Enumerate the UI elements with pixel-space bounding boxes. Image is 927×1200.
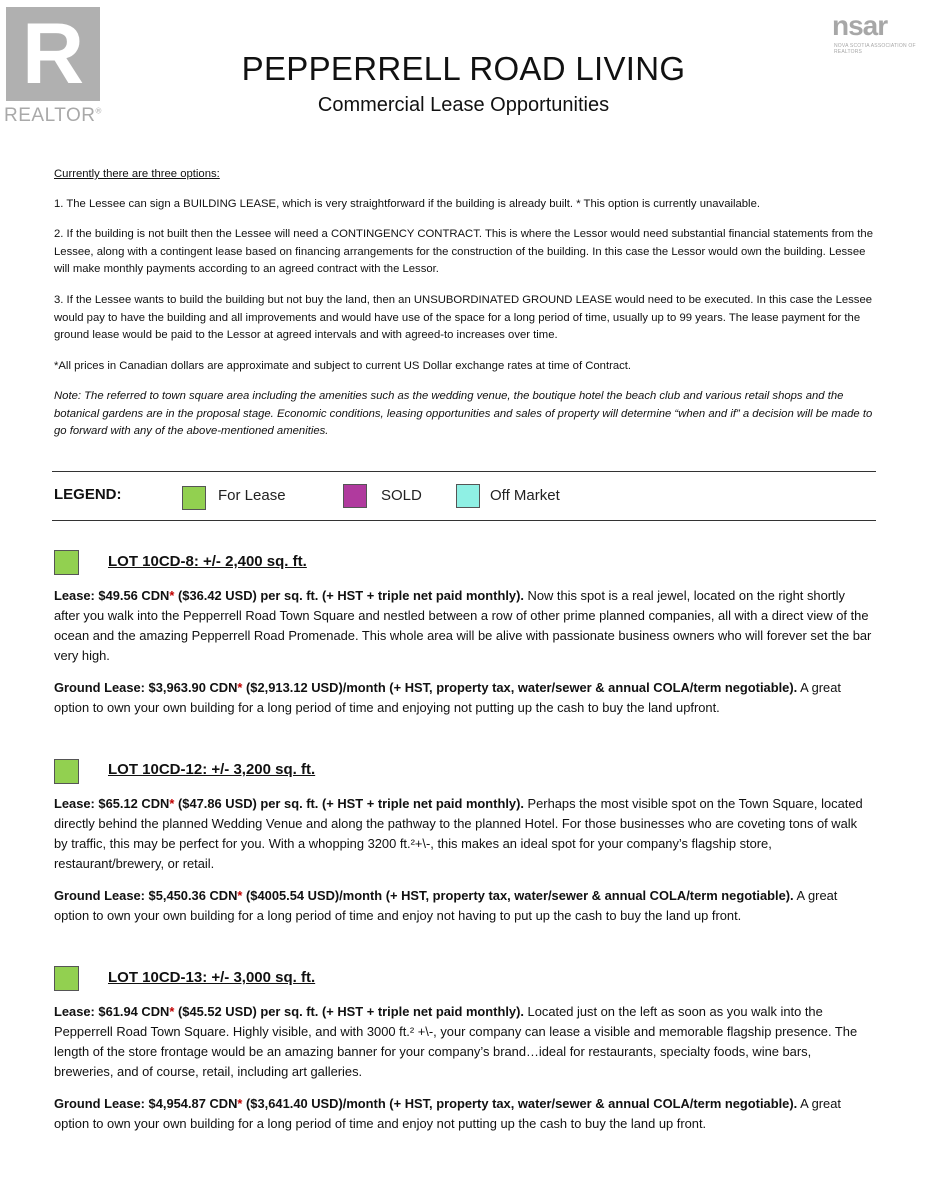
lot-ground-lease-paragraph: [54, 678, 874, 718]
lot-lease-price: Lease: $61.94 CDN: [54, 1004, 170, 1019]
currency-asterisk: *: [237, 1096, 243, 1111]
currency-asterisk: *: [237, 888, 243, 903]
lot-ground-lease-price: Ground Lease: $4,954.87 CDN: [54, 1096, 238, 1111]
lot-lease-price: Lease: $49.56 CDN: [54, 588, 170, 603]
currency-asterisk: *: [169, 588, 175, 603]
realtor-logo-text: REALTOR: [4, 105, 96, 126]
lot-title: LOT 10CD-13: +/- 3,000 sq. ft.: [108, 969, 316, 986]
lot-ground-lease-terms: ($3,641.40 USD)/month (+ HST, property tax, water/sewer & annual COLA/term negotiable).: [242, 1096, 798, 1111]
option-2-text: 2. If the building is not built then the Lessee will need a CONTINGENCY CONTRACT. This is where the Lessor would need substantial financial statements from the Lessee, along with a contingent lease based on financing arrangements for the construction of the building. In this case the Lessor would own the building. Lessee will make monthly payments according to an agreed contract with the Lessor.: [54, 228, 874, 275]
lot-ground-lease-terms: ($2,913.12 USD)/month (+ HST, property tax, water/sewer & annual COLA/term negotiable).: [242, 680, 798, 695]
prices-note: *All prices in Canadian dollars are approximate and subject to current US Dollar exchange rates at time of Contract.: [54, 360, 632, 372]
page-subtitle: Commercial Lease Opportunities: [317, 94, 610, 116]
lot-lease-paragraph: [54, 1002, 874, 1082]
legend-top-divider: [52, 471, 876, 472]
lot-status-box: [54, 966, 79, 991]
lot-lease-paragraph: [54, 586, 874, 666]
legend-label-off-market: Off Market: [490, 487, 560, 504]
option-3-text: 3. If the Lessee wants to build the building but not buy the land, then an UNSUBORDINATED GROUND LEASE would need to be executed. In this case the Lessee would pay to have the building and all improvements and would have use of the space for a long period of time, usually up to 99 years. The lease payment for the ground lease would be paid to the Lessor at agreed intervals and with agreed-to increases over time.: [54, 294, 873, 341]
currency-asterisk: *: [237, 680, 243, 695]
lot-ground-lease-terms: ($4005.54 USD)/month (+ HST, property tax, water/sewer & annual COLA/term negotiable).: [242, 888, 794, 903]
nsar-logo-subtext: NOVA SCOTIA ASSOCIATION OF REALTORS: [834, 43, 916, 55]
legend-bottom-divider: [52, 520, 876, 521]
realtor-logo-wordmark: REALTOR®: [4, 105, 102, 126]
legend-label: LEGEND:: [54, 486, 122, 503]
lot-lease-description: Perhaps the most visible spot on the Town Square, located directly behind the planned Wedding Venue and along the pathway to the planned Hotel. For those businesses who are coveting tons of walk by traffic, this may be perfect for you. With a whopping 3200 ft.²+\-, this makes an ideal spot for your company’s flagship store, restaurant/brewery, or retail.: [54, 796, 863, 871]
page-title: PEPPERRELL ROAD LIVING: [241, 50, 686, 87]
options-heading: Currently there are three options:: [54, 168, 220, 180]
option-1-text: 1. The Lessee can sign a BUILDING LEASE, which is very straightforward if the building is already built. * This option is currently unavailable.: [54, 198, 760, 210]
lot-lease-terms: ($36.42 USD) per sq. ft. (+ HST + triple net paid monthly).: [174, 588, 524, 603]
lot-title: LOT 10CD-8: +/- 2,400 sq. ft.: [108, 553, 307, 570]
lot-status-box: [54, 550, 79, 575]
lot-lease-description: Located just on the left as soon as you walk into the Pepperrell Road Town Square. Highly visible, and with 3000 ft.² +\-, your company can lease a visible and memorable flagship presence. The length of the store frontage would be an amazing banner for your company’s brand…ideal for restaurants, specialty foods, wine bars, breweries, and of course, retail, including art galleries.: [54, 1004, 858, 1079]
lot-ground-lease-paragraph: [54, 1094, 874, 1134]
realtor-logo-letter: R: [21, 6, 85, 102]
legend-label-for-lease: For Lease: [218, 487, 286, 504]
nsar-logo-text: nsar: [832, 10, 888, 41]
lot-ground-lease-description: A great option to own your own building for a long period of time and enjoying not putting up the cash to buy the land upfront.: [54, 680, 841, 715]
lot-lease-paragraph: [54, 794, 874, 874]
lot-ground-lease-description: A great option to own your own building for a long period of time and enjoy not putting up the cash to buy the land up front.: [54, 1096, 841, 1131]
lot-status-box: [54, 759, 79, 784]
lot-lease-terms: ($45.52 USD) per sq. ft. (+ HST + triple net paid monthly).: [174, 1004, 524, 1019]
legend-swatch-sold: [343, 484, 367, 508]
amenities-note: Note: The referred to town square area including the amenities such as the wedding venue, the boutique hotel the beach club and various retail shops and the botanical gardens are in the proposal stage. Economic conditions, leasing opportunities and sales of property will determine “when and if” a decision will be made to go forward with any of the above-mentioned amenities.: [54, 390, 873, 437]
lot-lease-description: Now this spot is a real jewel, located on the right shortly after you walk into the Pepperrell Road Town Square and nestled between a row of other prime planned companies, all with a direct view of the ocean and the amazing Pepperrell Road Promenade. This whole area will be alive with passionate business owners who will forever set the bar very high.: [54, 588, 872, 663]
currency-asterisk: *: [169, 796, 175, 811]
currency-asterisk: *: [169, 1004, 175, 1019]
lot-lease-terms: ($47.86 USD) per sq. ft. (+ HST + triple net paid monthly).: [174, 796, 524, 811]
legend-label-sold: SOLD: [381, 487, 422, 504]
lot-title: LOT 10CD-12: +/- 3,200 sq. ft.: [108, 761, 316, 778]
lot-ground-lease-description: A great option to own your own building for a long period of time and enjoy not having to put up the cash to buy the land up front.: [54, 888, 838, 923]
lot-lease-price: Lease: $65.12 CDN: [54, 796, 170, 811]
lot-ground-lease-paragraph: [54, 886, 874, 926]
legend-swatch-for-lease: [182, 486, 206, 510]
lot-ground-lease-price: Ground Lease: $3,963.90 CDN: [54, 680, 238, 695]
lot-ground-lease-price: Ground Lease: $5,450.36 CDN: [54, 888, 238, 903]
legend-swatch-off-market: [456, 484, 480, 508]
